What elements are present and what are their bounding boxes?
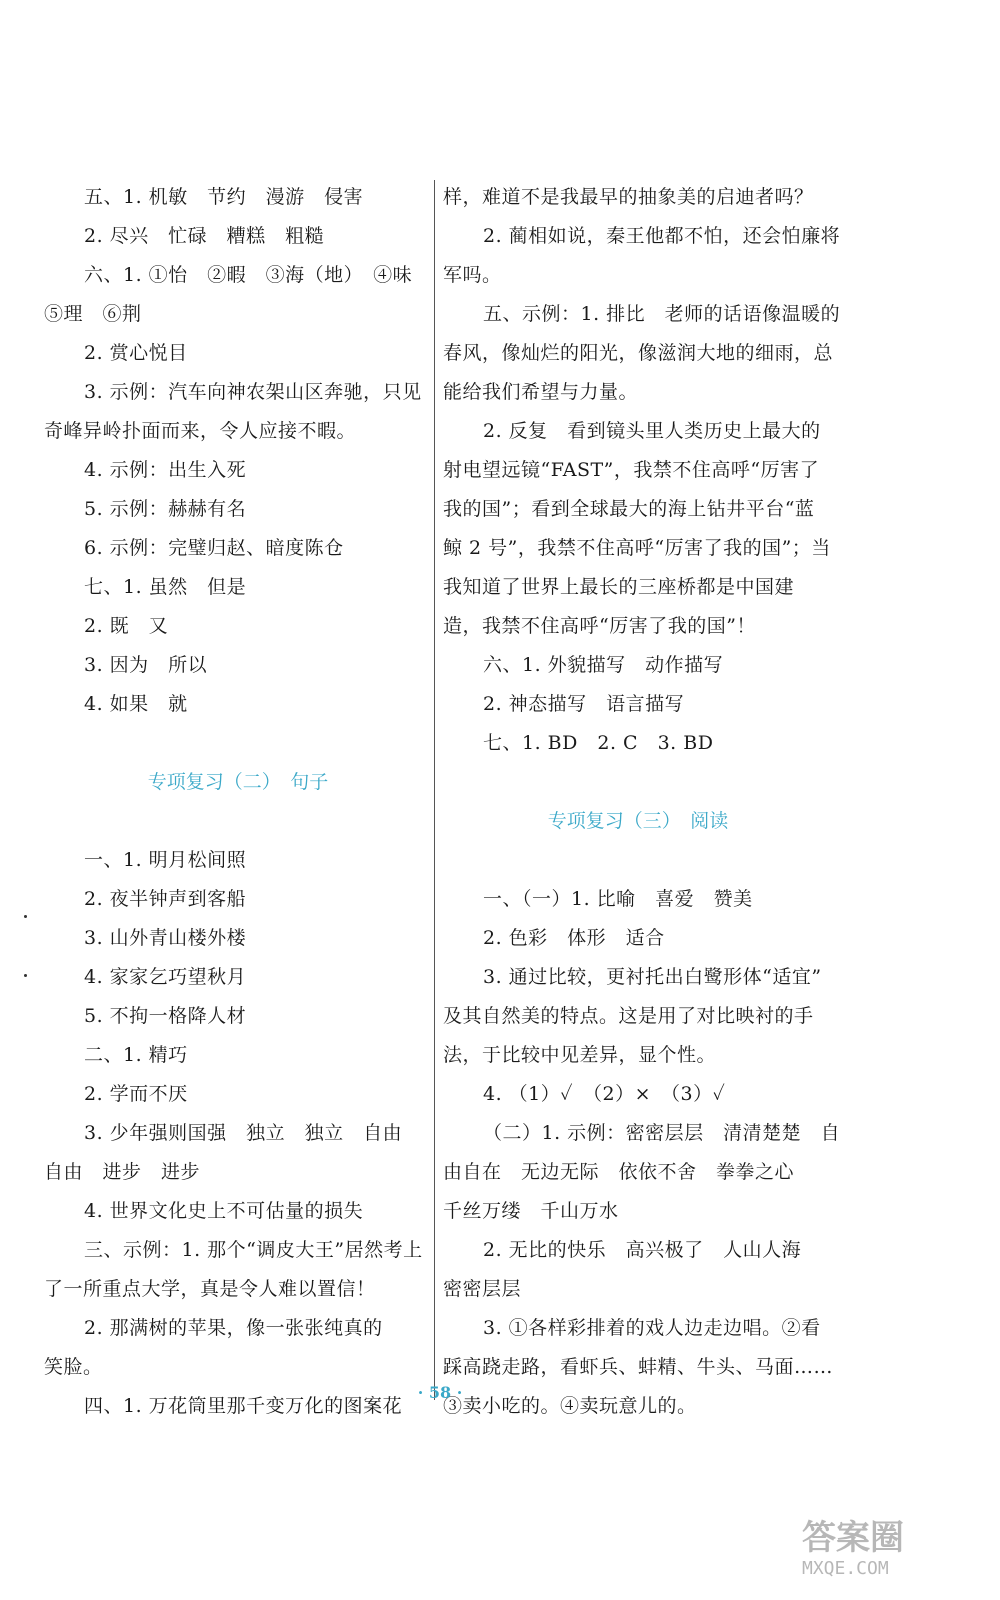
answer-line: 三、示例：1. 那个“调皮大王”居然考上 bbox=[84, 1239, 423, 1261]
answer-line: 造，我禁不住高呼“厉害了我的国”！ bbox=[443, 615, 756, 637]
answer-line: 能给我们希望与力量。 bbox=[443, 381, 639, 403]
answer-line: 六、1. ①怡 ②暇 ③海（地） ④味 bbox=[84, 264, 413, 286]
answer-line: 五、1. 机敏 节约 漫游 侵害 bbox=[84, 186, 364, 208]
answer-line: 四、1. 万花筒里那千变万化的图案花 bbox=[84, 1395, 403, 1417]
answer-line: 七、1. BD 2. C 3. BD bbox=[483, 732, 714, 754]
answer-line: 2. 尽兴 忙碌 糟糕 粗糙 bbox=[84, 225, 325, 247]
answer-line: 5. 不拘一格降人材 bbox=[84, 1005, 247, 1027]
answer-line: 3. 少年强则国强 独立 独立 自由 bbox=[84, 1122, 403, 1144]
answer-line: ⑤理 ⑥荆 bbox=[44, 303, 142, 325]
answer-line: 七、1. 虽然 但是 bbox=[84, 576, 247, 598]
answer-line: 3. ①各样彩排着的戏人边走边唱。②看 bbox=[483, 1317, 821, 1339]
right-column bbox=[443, 178, 841, 1426]
column-divider bbox=[434, 180, 435, 1400]
answer-line: 及其自然美的特点。这是用了对比映衬的手 bbox=[443, 1005, 814, 1027]
answer-line: 2. 夜半钟声到客船 bbox=[84, 888, 247, 910]
spacer bbox=[443, 763, 833, 802]
answer-line: 3. 示例：汽车向神农架山区奔驰，只见 bbox=[84, 381, 422, 403]
answer-line: 六、1. 外貌描写 动作描写 bbox=[483, 654, 724, 676]
answer-line: 我知道了世界上最长的三座桥都是中国建 bbox=[443, 576, 795, 598]
answer-line: 3. 通过比较，更衬托出白鹭形体“适宜” bbox=[483, 966, 822, 988]
answer-line: ③卖小吃的。④卖玩意儿的。 bbox=[443, 1395, 697, 1417]
answer-line: 我的国”；看到全球最大的海上钻井平台“蓝 bbox=[443, 498, 815, 520]
answer-line: 一、（一）1. 比喻 喜爱 赞美 bbox=[483, 888, 753, 910]
watermark-bottom-text: MXQE.COM bbox=[802, 1558, 889, 1579]
answer-line: 样，难道不是我最早的抽象美的启迪者吗？ bbox=[443, 186, 814, 208]
answer-line: 射电望远镜“FAST”，我禁不住高呼“厉害了 bbox=[443, 459, 820, 481]
answer-line: （二）1. 示例：密密层层 清清楚楚 自 bbox=[483, 1122, 841, 1144]
spacer bbox=[443, 841, 833, 880]
answer-line: 2. 反复 看到镜头里人类历史上最大的 bbox=[483, 420, 821, 442]
answer-line: 军吗。 bbox=[443, 264, 502, 286]
scan-dot bbox=[24, 974, 27, 977]
answer-line: 笑脸。 bbox=[44, 1356, 103, 1378]
answer-line: 春风，像灿烂的阳光，像滋润大地的细雨，总 bbox=[443, 342, 834, 364]
answer-line: 4. 如果 就 bbox=[84, 693, 188, 715]
scan-dot bbox=[24, 915, 27, 918]
answer-line: 5. 示例：赫赫有名 bbox=[84, 498, 247, 520]
answer-line: 了一所重点大学，真是令人难以置信！ bbox=[44, 1278, 376, 1300]
answer-line: 2. 蔺相如说，秦王他都不怕，还会怕廉将 bbox=[483, 225, 841, 247]
section-heading: 专项复习（二） 句子 bbox=[147, 771, 329, 793]
answer-line: 2. 无比的快乐 高兴极了 人山人海 bbox=[483, 1239, 802, 1261]
answer-line: 2. 那满树的苹果，像一张张纯真的 bbox=[84, 1317, 383, 1339]
answer-line: 4. 家家乞巧望秋月 bbox=[84, 966, 247, 988]
spacer bbox=[44, 802, 432, 841]
answer-line: 奇峰异岭扑面而来，令人应接不暇。 bbox=[44, 420, 357, 442]
answer-line: 2. 色彩 体形 适合 bbox=[483, 927, 665, 949]
answer-line: 法，于比较中见差异，显个性。 bbox=[443, 1044, 717, 1066]
watermark-top-text: 答案圈 bbox=[802, 1518, 904, 1558]
page-number: · 58 · bbox=[417, 1383, 463, 1402]
answer-line: 4. 世界文化史上不可估量的损失 bbox=[84, 1200, 364, 1222]
section-heading: 专项复习（三） 阅读 bbox=[547, 810, 729, 832]
answer-line: 踩高跷走路，看虾兵、蚌精、牛头、马面…… bbox=[443, 1356, 834, 1378]
answer-line: 6. 示例：完璧归赵、暗度陈仓 bbox=[84, 537, 344, 559]
answer-line: 自由 进步 进步 bbox=[44, 1161, 201, 1183]
answer-line: 鲸 2 号”，我禁不住高呼“厉害了我的国”；当 bbox=[443, 537, 831, 559]
watermark-logo bbox=[802, 1518, 982, 1590]
answer-line: 五、示例：1. 排比 老师的话语像温暖的 bbox=[483, 303, 841, 325]
answer-line: 4. （1）✓ （2）× （3）✓ bbox=[483, 1083, 726, 1105]
left-column bbox=[44, 178, 432, 1426]
answer-line: 千丝万缕 千山万水 bbox=[443, 1200, 619, 1222]
answer-line: 2. 赏心悦目 bbox=[84, 342, 188, 364]
answer-line: 由自在 无边无际 依依不舍 拳拳之心 bbox=[443, 1161, 795, 1183]
answer-line: 3. 山外青山楼外楼 bbox=[84, 927, 247, 949]
answer-line: 密密层层 bbox=[443, 1278, 522, 1300]
spacer bbox=[44, 724, 432, 763]
answer-line: 2. 神态描写 语言描写 bbox=[483, 693, 685, 715]
answer-line: 2. 学而不厌 bbox=[84, 1083, 188, 1105]
answer-line: 一、1. 明月松间照 bbox=[84, 849, 247, 871]
answer-line: 3. 因为 所以 bbox=[84, 654, 208, 676]
answer-line: 2. 既 又 bbox=[84, 615, 169, 637]
answer-line: 二、1. 精巧 bbox=[84, 1044, 188, 1066]
answer-line: 4. 示例：出生入死 bbox=[84, 459, 247, 481]
